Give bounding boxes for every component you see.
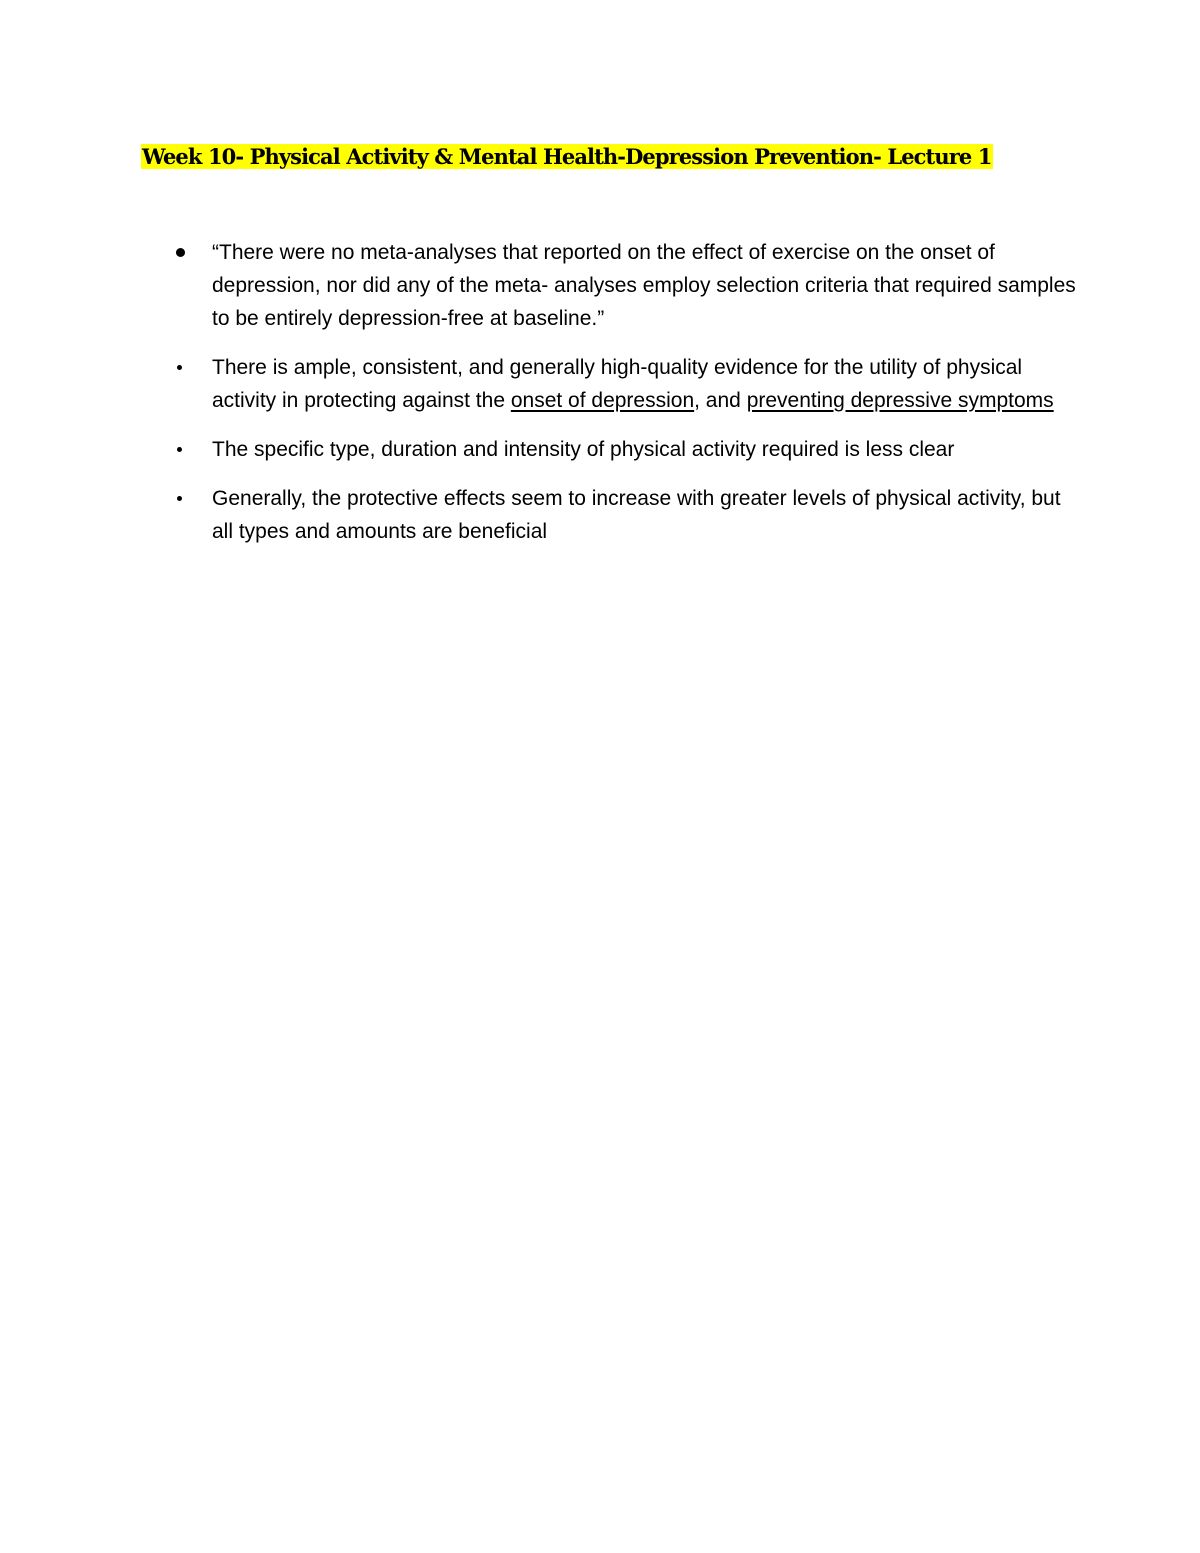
bullet-item-1 — [0, 236, 1082, 335]
bullet-dot-icon — [176, 236, 190, 269]
bullet-list — [0, 236, 1200, 564]
bullet-text-1: “There were no meta-analyses that reported on the effect of exercise on the onset of depression, nor did any of the meta- analyses employ selection criteria that required samples to be entirely depression-free at baseline.” — [212, 241, 1076, 330]
bullet-text-4: Generally, the protective effects seem to increase with greater levels of physical activity, but all types and amounts are beneficial — [212, 487, 1061, 543]
underlined-preventing-depressive-symptoms: preventing depressive symptoms — [746, 389, 1054, 412]
bullet-text-3: The specific type, duration and intensity of physical activity required is less clear — [212, 438, 955, 461]
bullet-item-4 — [0, 482, 1082, 548]
bullet-dot-icon — [176, 482, 190, 515]
bullet-dot-icon — [176, 433, 190, 466]
bullet-text-2-before: There is ample, consistent, and generally high-quality evidence for the utility of physical activity in protecting against the — [212, 356, 1023, 412]
document-title — [141, 140, 993, 174]
title-highlight: Week 10- Physical Activity & Mental Health-Depression Prevention- Lecture 1 — [142, 144, 992, 169]
bullet-item-2 — [0, 351, 1082, 417]
bullet-text-2-middle: , and — [694, 389, 747, 412]
underlined-onset-of-depression: onset of depression — [510, 389, 695, 412]
bullet-dot-icon — [176, 351, 190, 384]
bullet-item-3 — [0, 433, 1082, 466]
